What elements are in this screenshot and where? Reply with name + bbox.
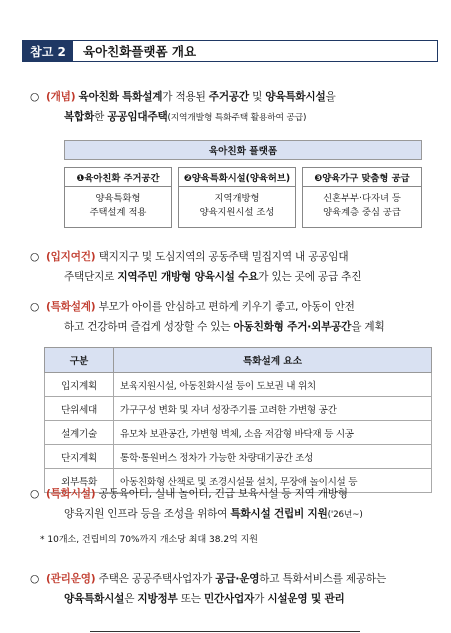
concept-paragraph: ○ (개념) 육아친화 특화설계가 적용된 주거공간 및 양육특화시설을 복합화한 공공임대주택(지역개발형 특화주택 활용하여 공급) — [30, 87, 442, 128]
bullet-icon: ○ — [30, 573, 40, 585]
funding-note: * 10개소, 건립비의 70%까지 개소당 최대 38.2억 지원 — [40, 535, 258, 545]
design-paragraph: ○ (특화설계) 부모가 아이를 안심하고 편하게 키우기 좋고, 아동이 안전 하고 건강하며 즐겁게 성장할 수 있는 아동친화형 주거·외부공간을 계획 — [30, 297, 442, 337]
section-title-box — [22, 40, 438, 62]
reference-tag: 참고 2 — [23, 41, 73, 61]
bullet-icon: ○ — [30, 488, 40, 500]
table-header: 구분 — [45, 348, 114, 373]
table-row: 단위세대 가구구성 변화 및 자녀 성장주기를 고려한 가변형 공간 — [45, 397, 432, 421]
table-header: 특화설계 요소 — [114, 348, 432, 373]
design-elements-table — [44, 347, 432, 493]
bottom-rule — [90, 631, 360, 632]
table-row: 단지계획 통학·통원버스 정차가 가능한 차량대기공간 조성 — [45, 445, 432, 469]
facility-paragraph: ○ (특화시설) 공동육아터, 실내 놀이터, 긴급 보육시설 등 지역 개방형 양육지원 인프라 등을 조성을 위하여 특화시설 건립비 지원('26년~) — [30, 484, 442, 525]
operation-paragraph: ○ (관리운영) 주택은 공공주택사업자가 공급·운영하고 특화서비스를 제공하는 양육특화시설은 지방정부 또는 민간사업자가 시설운영 및 관리 — [30, 569, 442, 609]
bullet-icon: ○ — [30, 251, 40, 263]
bullet-icon: ○ — [30, 91, 40, 103]
platform-column-supply: ❸양육가구 맞춤형 공급 신혼부부·다자녀 등 양육계층 중심 공급 — [302, 167, 422, 228]
platform-title: 육아친화 플랫폼 — [64, 140, 422, 160]
bullet-icon: ○ — [30, 301, 40, 313]
table-row: 외부특화 아동친화형 산책로 및 조경시설물 설치, 무장애 놀이시설 등 — [45, 469, 432, 493]
platform-column-hub: ❷양육특화시설(양육허브) 지역개방형 양육지원시설 조성 — [178, 167, 296, 228]
design-label: (특화설계) — [46, 301, 96, 313]
table-row: 입지계획 보육지원시설, 아동친화시설 등이 도보권 내 위치 — [45, 373, 432, 397]
table-row: 설계기술 유모차 보관공간, 가변형 벽체, 소음 저감형 바닥재 등 시공 — [45, 421, 432, 445]
location-label: (입지여건) — [46, 251, 96, 263]
operation-label: (관리운영) — [46, 573, 96, 585]
section-title: 육아친화플랫폼 개요 — [83, 44, 197, 59]
location-paragraph: ○ (입지여건) 택지지구 및 도심지역의 공동주택 밀집지역 내 공공임대 주택단지로 지역주민 개방형 양육시설 수요가 있는 곳에 공급 추진 — [30, 247, 442, 287]
facility-label: (특화시설) — [46, 488, 96, 500]
concept-label: (개념) — [46, 91, 76, 103]
platform-column-housing: ❶육아친화 주거공간 양육특화형 주택설계 적용 — [64, 167, 172, 228]
